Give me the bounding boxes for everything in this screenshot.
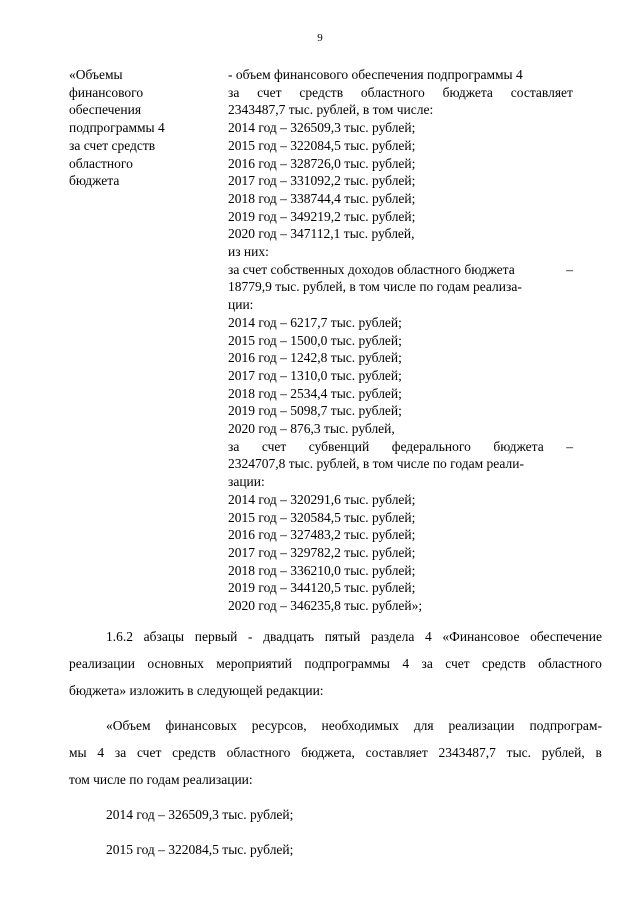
word: федерального xyxy=(391,438,471,454)
dash: – xyxy=(566,438,573,454)
year-line: 2015 год – 1500,0 тыс. рублей; xyxy=(228,332,402,348)
label-line: бюджета xyxy=(69,173,120,189)
word: обеспечение xyxy=(530,629,602,644)
label-line: областного xyxy=(69,155,133,171)
section-162-line xyxy=(69,650,602,677)
word: составляет xyxy=(510,84,573,100)
word: 2343487,7 xyxy=(438,745,496,760)
intro-line: - объем финансового обеспечения подпрограммы 4 xyxy=(228,67,523,82)
word: финансовых xyxy=(165,718,237,733)
word: бюджета xyxy=(442,84,493,100)
word: счет xyxy=(445,656,470,671)
year-line: 2014 год – 6217,7 тыс. рублей; xyxy=(228,314,402,330)
own-revenue-heading xyxy=(228,261,573,279)
new-text-line: том числе по годам реализации: xyxy=(69,772,253,787)
word: областного xyxy=(538,656,602,671)
passport-label xyxy=(69,66,209,190)
word: 4 xyxy=(97,745,105,760)
word: реализации xyxy=(69,656,135,671)
word: 4 xyxy=(402,656,410,671)
word: подпрограммы xyxy=(304,656,391,671)
word: 4 xyxy=(425,629,432,644)
word: «Объем xyxy=(106,718,151,733)
label-line: «Объемы xyxy=(69,67,123,82)
label-line: подпрограммы 4 xyxy=(69,120,165,136)
word: счет xyxy=(257,84,282,100)
word: пятый xyxy=(324,629,361,644)
year-line: 2019 год – 349219,2 тыс. рублей; xyxy=(228,208,416,224)
section-162-line: бюджета» изложить в следующей редакции: xyxy=(69,683,324,698)
word: «Финансовое xyxy=(442,629,520,644)
word: подпрограм- xyxy=(529,718,602,733)
word: средств xyxy=(482,656,526,671)
word: бюджета, xyxy=(301,745,355,760)
year-line: 2017 год – 329782,2 тыс. рублей; xyxy=(228,544,416,560)
word: за xyxy=(114,745,127,760)
dash: – xyxy=(566,261,573,277)
word: основных xyxy=(147,656,204,671)
word: необходимых xyxy=(321,718,399,733)
passport-value xyxy=(228,66,573,615)
new-text-line xyxy=(69,739,602,766)
year-line: 2014 год – 326509,3 тыс. рублей; xyxy=(228,120,416,136)
section-162-line xyxy=(69,623,602,650)
federal-line: 2324707,8 тыс. рублей, в том числе по годам реали- xyxy=(228,456,524,472)
year-line: 2015 год – 322084,5 тыс. рублей; xyxy=(228,137,416,153)
year-line: 2020 год – 347112,1 тыс. рублей, xyxy=(228,226,415,242)
year-line: 2014 год – 326509,3 тыс. рублей; xyxy=(106,807,294,822)
word: рублей, xyxy=(541,745,585,760)
year-line: 2015 год – 320584,5 тыс. рублей; xyxy=(228,509,416,525)
word: за xyxy=(228,438,240,454)
word: за xyxy=(421,656,433,671)
year-line: 2015 год – 322084,5 тыс. рублей; xyxy=(106,842,294,857)
word: тыс. xyxy=(506,745,532,760)
of-them-line: из них: xyxy=(228,244,269,260)
label-line: обеспечения xyxy=(69,102,142,118)
year-line: 2016 год – 327483,2 тыс. рублей; xyxy=(228,527,416,543)
year-line: 2019 год – 5098,7 тыс. рублей; xyxy=(228,403,402,419)
word: за xyxy=(228,84,240,100)
year-line: 2014 год – 320291,6 тыс. рублей; xyxy=(228,491,416,507)
federal-line: зации: xyxy=(228,474,265,490)
year-line: 2020 год – 346235,8 тыс. рублей»; xyxy=(228,598,423,614)
word: для xyxy=(413,718,434,733)
word: средств xyxy=(172,745,216,760)
word: средств xyxy=(299,84,344,100)
word: счет xyxy=(136,745,162,760)
word: мероприятий xyxy=(216,656,293,671)
intro-justified-line xyxy=(228,84,573,102)
label-line: финансового xyxy=(69,84,144,100)
word: мы xyxy=(69,745,87,760)
word: 1.6.2 xyxy=(106,629,133,644)
year-line: 2017 год – 1310,0 тыс. рублей; xyxy=(228,367,402,383)
year-line: 2016 год – 1242,8 тыс. рублей; xyxy=(228,350,402,366)
word: счет xyxy=(261,438,287,454)
label-line: за счет средств xyxy=(69,137,156,153)
word: областного xyxy=(360,84,425,100)
word: бюджета xyxy=(493,438,544,454)
word: составляет xyxy=(365,745,428,760)
year-line: 2018 год – 336210,0 тыс. рублей; xyxy=(228,562,416,578)
year-line: 2019 год – 344120,5 тыс. рублей; xyxy=(228,580,416,596)
word: абзацы xyxy=(143,629,185,644)
federal-heading xyxy=(228,438,573,456)
text: за счет собственных доходов областного бюджета xyxy=(228,261,515,277)
word: областного xyxy=(226,745,291,760)
new-text-line xyxy=(69,712,602,739)
intro-line: 2343487,7 тыс. рублей, в том числе: xyxy=(228,102,434,118)
own-revenue-line: ции: xyxy=(228,297,254,313)
year-line: 2020 год – 876,3 тыс. рублей, xyxy=(228,421,395,437)
word: - xyxy=(248,629,253,644)
word: субвенций xyxy=(308,438,370,454)
own-revenue-line: 18779,9 тыс. рублей, в том числе по годам реализа- xyxy=(228,279,522,295)
year-line: 2018 год – 2534,4 тыс. рублей; xyxy=(228,385,402,401)
year-line: 2017 год – 331092,2 тыс. рублей; xyxy=(228,173,416,189)
word: ресурсов, xyxy=(251,718,307,733)
word: двадцать xyxy=(263,629,315,644)
page-number: 9 xyxy=(317,32,323,44)
body-text xyxy=(69,623,602,863)
year-line: 2018 год – 338744,4 тыс. рублей; xyxy=(228,190,416,206)
word: в xyxy=(595,745,602,760)
word: первый xyxy=(194,629,238,644)
word: раздела xyxy=(370,629,415,644)
year-line: 2016 год – 328726,0 тыс. рублей; xyxy=(228,155,416,171)
word: реализации xyxy=(448,718,515,733)
